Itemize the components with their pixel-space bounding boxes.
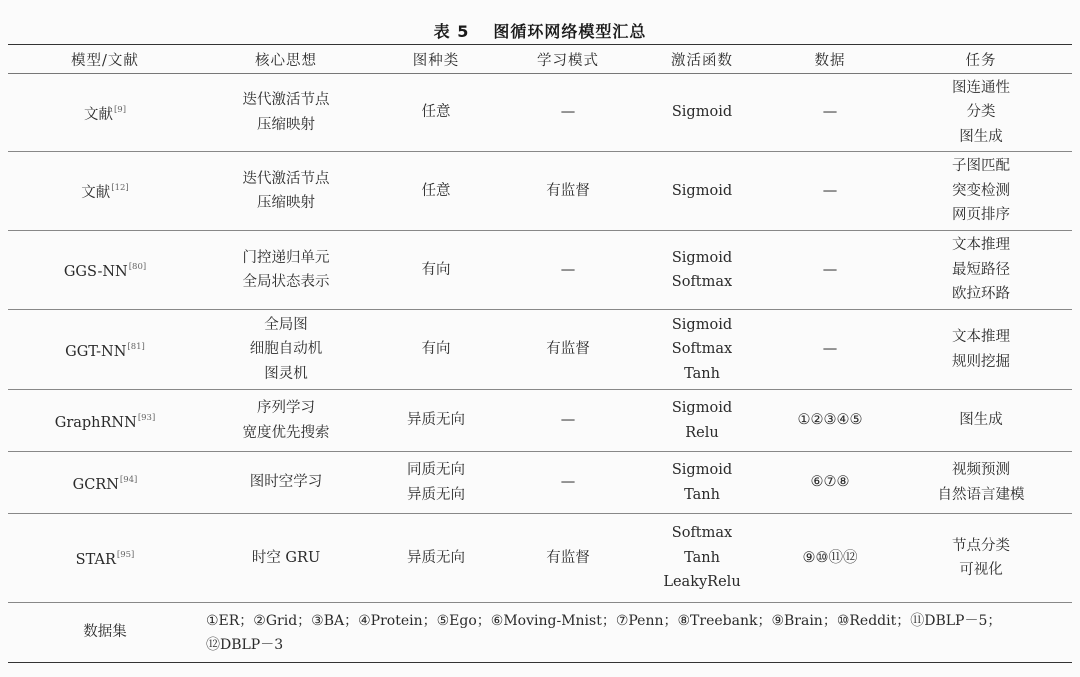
learning-mode-line: — [560, 261, 576, 278]
dataset-label: 数据集 [83, 624, 127, 641]
task-line: 图连通性 [952, 79, 1010, 96]
task-line: 最短路径 [952, 261, 1010, 278]
activation-line: Tanh [684, 365, 720, 382]
table-row [8, 152, 1072, 231]
learning-mode-line: — [560, 412, 576, 429]
cell-task [890, 231, 1072, 310]
cell-activation [634, 231, 770, 310]
cell-task [890, 310, 1072, 390]
cell-data [770, 152, 890, 231]
task-line: 分类 [966, 104, 996, 121]
learning-mode-line: 有监督 [546, 549, 590, 566]
learning-mode-line: — [560, 474, 576, 491]
header-data: 数据 [814, 52, 846, 69]
cell-learning-mode [502, 514, 634, 603]
cell-task [890, 152, 1072, 231]
table-row [8, 514, 1072, 603]
header-idea: 核心思想 [255, 52, 317, 69]
data-line: — [822, 341, 838, 358]
cell-learning-mode [502, 231, 634, 310]
activation-line: Tanh [684, 549, 720, 566]
dataset-line: ⑫DBLP－3 [206, 636, 284, 653]
cell-model [8, 74, 202, 152]
task-line: 图生成 [959, 412, 1003, 429]
table-caption [0, 19, 1080, 42]
cell-model [8, 231, 202, 310]
cell-data [770, 390, 890, 452]
cell-core-idea [202, 74, 370, 152]
task-line: 节点分类 [952, 537, 1010, 554]
core-idea-line: 图时空学习 [249, 474, 323, 491]
cell-learning-mode [502, 74, 634, 152]
cell-activation [634, 152, 770, 231]
cell-model [8, 452, 202, 514]
core-idea-line: 图灵机 [264, 365, 308, 382]
cell-model [8, 390, 202, 452]
core-idea-line: 全局状态表示 [242, 274, 330, 290]
graph-type-line: 异质无向 [407, 486, 465, 503]
activation-line: Sigmoid [671, 462, 733, 478]
task-line: 文本推理 [952, 329, 1010, 345]
cell-learning-mode [502, 390, 634, 452]
cell-graph-type [370, 452, 502, 514]
data-line: — [822, 182, 838, 199]
table-row [8, 74, 1072, 152]
cell-activation [634, 74, 770, 152]
cell-core-idea [202, 452, 370, 514]
data-line: — [822, 261, 838, 278]
cell-task [890, 74, 1072, 152]
cell-graph-type [370, 152, 502, 231]
header-task: 任务 [965, 52, 997, 69]
header-row [8, 45, 1072, 74]
core-idea-line: 宽度优先搜索 [242, 424, 330, 441]
activation-line: Relu [685, 424, 719, 441]
core-idea-line: 时空 GRU [251, 549, 321, 566]
dataset-row [8, 603, 1072, 663]
cell-graph-type [370, 74, 502, 152]
cell-learning-mode [502, 152, 634, 231]
cell-activation [634, 310, 770, 390]
task-line: 自然语言建模 [937, 486, 1025, 503]
cell-graph-type [370, 390, 502, 452]
core-idea-line: 细胞自动机 [249, 341, 323, 358]
table-row [8, 310, 1072, 390]
task-line: 文本推理 [952, 237, 1010, 254]
activation-line: Sigmoid [671, 316, 733, 333]
core-idea-line: 序列学习 [257, 400, 315, 416]
cell-activation [634, 514, 770, 603]
cell-data [770, 74, 890, 152]
model-name: GGT-NN [65, 343, 127, 360]
model-name: GraphRNN [54, 414, 137, 431]
reference-number: [81] [127, 341, 145, 352]
cell-data [770, 452, 890, 514]
cell-core-idea [202, 514, 370, 603]
reference-number: [94] [119, 474, 138, 485]
cell-task [890, 514, 1072, 603]
activation-line: Sigmoid [671, 249, 733, 266]
rnn-model-summary-table [8, 44, 1072, 663]
dataset-list [202, 603, 1072, 663]
cell-core-idea [202, 231, 370, 310]
header-activation: 激活函数 [671, 52, 733, 69]
cell-core-idea [202, 152, 370, 231]
reference-number: [80] [128, 262, 147, 273]
task-line: 子图匹配 [952, 158, 1010, 175]
model-name: GCRN [72, 476, 119, 493]
cell-graph-type [370, 231, 502, 310]
cell-model [8, 514, 202, 603]
table-title: 图循环网络模型汇总 [493, 22, 647, 41]
table-number: 表 5 [433, 22, 470, 41]
task-line: 欧拉环路 [952, 286, 1010, 303]
table-row [8, 390, 1072, 452]
reference-number: [9] [113, 104, 127, 115]
task-line: 规则挖掘 [952, 353, 1010, 370]
cell-data [770, 231, 890, 310]
cell-activation [634, 390, 770, 452]
task-line: 图生成 [959, 128, 1003, 145]
graph-type-line: 异质无向 [407, 549, 465, 566]
activation-line: Softmax [671, 341, 733, 358]
learning-mode-line: 有监督 [546, 341, 590, 358]
model-name: GGS-NN [63, 264, 128, 281]
core-idea-line: 压缩映射 [257, 116, 315, 133]
graph-type-line: 有向 [421, 261, 451, 278]
cell-graph-type [370, 310, 502, 390]
activation-line: Tanh [684, 486, 720, 503]
graph-type-line: 异质无向 [407, 412, 465, 429]
table-row [8, 452, 1072, 514]
reference-number: [12] [111, 183, 129, 194]
cell-graph-type [370, 514, 502, 603]
learning-mode-line: 有监督 [546, 182, 590, 199]
reference-number: [95] [116, 550, 135, 561]
graph-type-line: 有向 [421, 341, 451, 358]
activation-line: Sigmoid [671, 400, 733, 416]
data-line: ⑨⑩⑪⑫ [802, 549, 858, 566]
model-name: STAR [75, 552, 116, 569]
cell-model [8, 152, 202, 231]
activation-line: Sigmoid [671, 104, 733, 121]
cell-activation [634, 452, 770, 514]
cell-task [890, 390, 1072, 452]
header-model: 模型/文献 [71, 52, 139, 69]
cell-learning-mode [502, 452, 634, 514]
header-learning-mode: 学习模式 [537, 52, 599, 69]
cell-learning-mode [502, 310, 634, 390]
task-line: 网页排序 [952, 207, 1010, 224]
activation-line: LeakyRelu [663, 574, 741, 591]
cell-task [890, 452, 1072, 514]
model-name: 文献 [83, 106, 113, 123]
cell-core-idea [202, 390, 370, 452]
task-line: 可视化 [959, 562, 1003, 578]
core-idea-line: 全局图 [264, 316, 308, 333]
reference-number: [93] [137, 412, 156, 423]
model-name: 文献 [81, 185, 111, 202]
task-line: 突变检测 [952, 182, 1010, 199]
header-graph-type: 图种类 [412, 52, 460, 69]
cell-model [8, 310, 202, 390]
activation-line: Sigmoid [671, 182, 733, 199]
data-line: — [822, 104, 838, 121]
cell-data [770, 514, 890, 603]
activation-line: Softmax [671, 274, 733, 290]
data-line: ①②③④⑤ [797, 412, 863, 429]
core-idea-line: 迭代激活节点 [242, 170, 330, 187]
learning-mode-line: — [560, 104, 576, 121]
cell-core-idea [202, 310, 370, 390]
graph-type-line: 任意 [421, 104, 451, 121]
graph-type-line: 任意 [421, 182, 451, 199]
core-idea-line: 压缩映射 [257, 195, 315, 211]
core-idea-line: 迭代激活节点 [242, 92, 330, 108]
task-line: 视频预测 [952, 462, 1010, 478]
table-row [8, 231, 1072, 310]
activation-line: Softmax [671, 525, 733, 542]
dataset-line: ①ER；②Grid；③BA；④Protein；⑤Ego；⑥Moving-Mnist；⑦Penn；⑧Treebank；⑨Brain；⑩Reddit；⑪DBLP－5； [206, 612, 1002, 629]
graph-type-line: 同质无向 [407, 462, 465, 478]
cell-data [770, 310, 890, 390]
data-line: ⑥⑦⑧ [810, 474, 850, 491]
core-idea-line: 门控递归单元 [242, 249, 330, 266]
